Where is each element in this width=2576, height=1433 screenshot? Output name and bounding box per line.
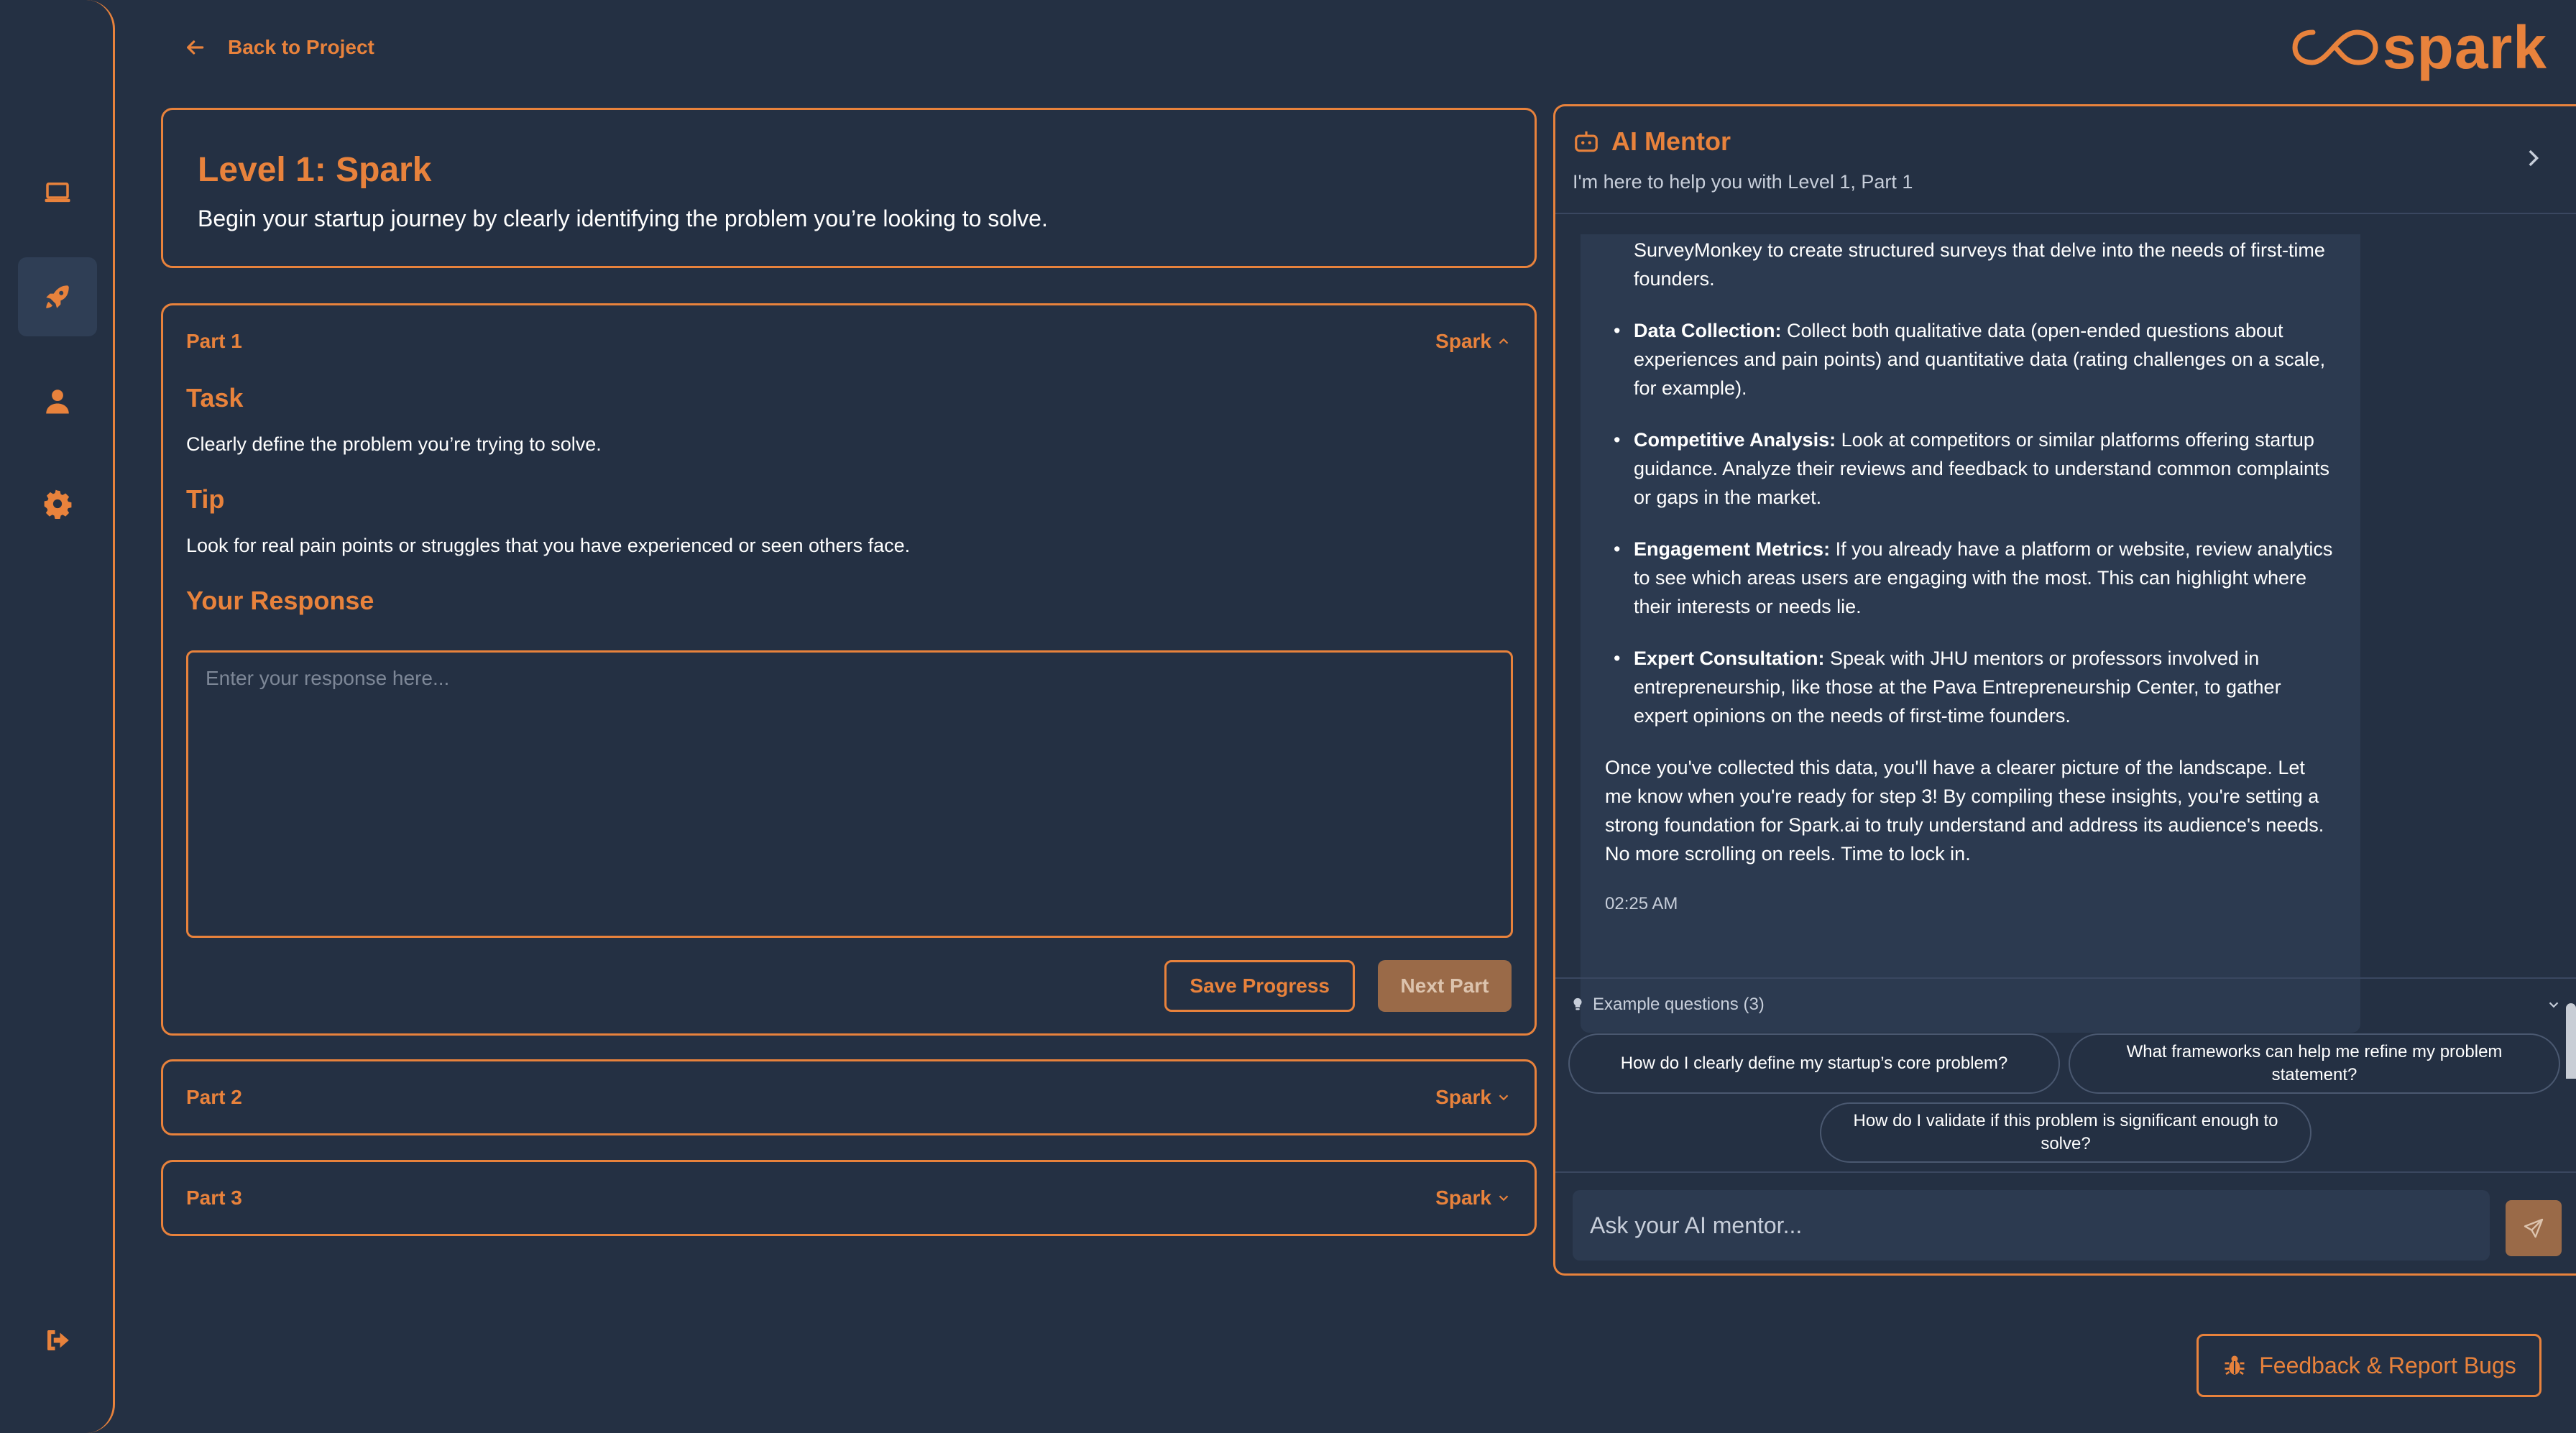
nav-settings[interactable] [18,464,97,543]
chat-input[interactable] [1573,1190,2490,1261]
gear-icon [42,489,73,519]
response-heading: Your Response [186,586,374,615]
part-tag-text: Spark [1435,1187,1491,1209]
next-part-button[interactable]: Next Part [1378,960,1512,1012]
sidebar [0,0,115,1433]
bug-icon [2222,1353,2248,1378]
lightbulb-icon [1570,997,1586,1013]
part-tag [1435,1086,1512,1109]
example-question-chip[interactable]: How do I clearly define my startup’s core problem? [1568,1033,2060,1094]
spark-logo [2291,14,2547,81]
user-icon [42,386,73,416]
list-item [1634,316,2336,402]
back-to-project-link[interactable] [183,32,374,63]
part-tag-text: Spark [1435,1086,1491,1108]
tip-text: Look for real pain points or struggles that you have experienced or seen others face. [186,535,911,556]
chat-input-row [1555,1171,2576,1278]
tip-heading: Tip [186,484,225,514]
infinity-logo-icon [2291,25,2380,70]
bullet-text: Speak with JHU mentors or professors involved in entrepreneurship, like those at the Pava Entrepreneurship Center, to gather expert opinions on the needs of first-time founders. [1634,648,2281,727]
chevron-right-icon[interactable] [2521,146,2545,170]
chevron-down-icon [1496,1089,1512,1105]
example-questions [1555,977,2576,1171]
nav-logout[interactable] [18,1301,97,1380]
logo-text: spark [2382,14,2547,81]
part-1-card [161,303,1537,1036]
bullet-text: Collect both qualitative data (open-ended questions about experiences and pain points) and quantitative data (rating challenges on a scale, for example). [1634,320,2326,399]
laptop-icon [42,178,73,208]
nav-rocket[interactable] [18,257,97,336]
bullet-term: Competitive Analysis: [1634,429,1836,451]
task-heading: Task [186,383,244,413]
rocket-icon [42,282,73,312]
message-bullets [1605,316,2336,730]
robot-icon [1573,128,1600,155]
part-2-card[interactable] [161,1059,1537,1135]
ai-mentor-panel [1553,104,2576,1276]
response-textarea[interactable] [186,650,1513,938]
chevron-down-icon [2546,997,2562,1013]
bullet-term: Expert Consultation: [1634,648,1825,669]
send-icon [2522,1217,2545,1240]
list-item [1634,425,2336,512]
part-label: Part 1 [186,330,242,352]
level-title: Level 1: Spark [198,151,432,189]
feedback-label: Feedback & Report Bugs [2259,1352,2516,1378]
part-3-header [186,1187,1512,1209]
message-closing: Once you've collected this data, you'll have a clearer picture of the landscape. Let me know when you're ready for step 3! By compiling these insights, you're setting a strong foundation for Spark.ai to truly understand and address its audience's needs. No more scrolling on reels. Time to lock in. [1605,757,2324,865]
part-3-card[interactable] [161,1160,1537,1236]
feedback-report-bugs-button[interactable] [2196,1334,2542,1397]
example-question-chip[interactable]: What frameworks can help me refine my problem statement? [2069,1033,2560,1094]
level-description: Begin your startup journey by clearly identifying the problem you’re looking to solve. [198,206,1048,231]
task-text: Clearly define the problem you’re trying to solve. [186,433,602,455]
mentor-message [1581,234,2360,1033]
mentor-title-text: AI Mentor [1611,126,1731,156]
nav-user[interactable] [18,361,97,441]
mentor-subtitle: I'm here to help you with Level 1, Part 1 [1573,171,1913,193]
bullet-text: If you already have a platform or website, review analytics to see which areas users are engaging with the most. This can highlight where their interests or needs lie. [1634,538,2333,617]
list-item [1634,535,2336,621]
message-continuation: SurveyMonkey to create structured surveys that delve into the needs of first-time founders. [1634,239,2325,290]
part-tag [1435,1187,1512,1209]
part-actions [1164,960,1512,1012]
chat-messages[interactable] [1555,234,2576,1079]
example-questions-label: Example questions (3) [1593,995,1765,1014]
logout-icon [42,1325,73,1355]
level-card [161,108,1537,268]
part-tag [1435,330,1512,353]
arrow-left-icon [183,36,206,59]
chevron-up-icon [1496,333,1512,349]
bullet-term: Engagement Metrics: [1634,538,1831,560]
part-label: Part 2 [186,1086,242,1108]
example-questions-toggle[interactable] [1555,979,2576,1031]
part-1-header[interactable] [186,330,1512,353]
message-timestamp: 02:25 AM [1605,894,1678,913]
mentor-title [1573,126,2571,157]
bullet-term: Data Collection: [1634,320,1782,341]
mentor-header [1555,106,2576,214]
part-label: Part 3 [186,1187,242,1209]
list-item [1634,644,2336,730]
part-2-header [186,1086,1512,1109]
save-progress-button[interactable]: Save Progress [1164,960,1355,1012]
example-question-chip[interactable]: How do I validate if this problem is significant enough to solve? [1820,1102,2312,1163]
part-tag-text: Spark [1435,330,1491,352]
nav-laptop[interactable] [18,153,97,232]
send-button[interactable] [2506,1200,2562,1256]
back-label: Back to Project [228,36,374,58]
chevron-down-icon [1496,1190,1512,1206]
bullet-text: Look at competitors or similar platforms offering startup guidance. Analyze their reviews and feedback to understand common complaints or gaps in the market. [1634,429,2330,508]
